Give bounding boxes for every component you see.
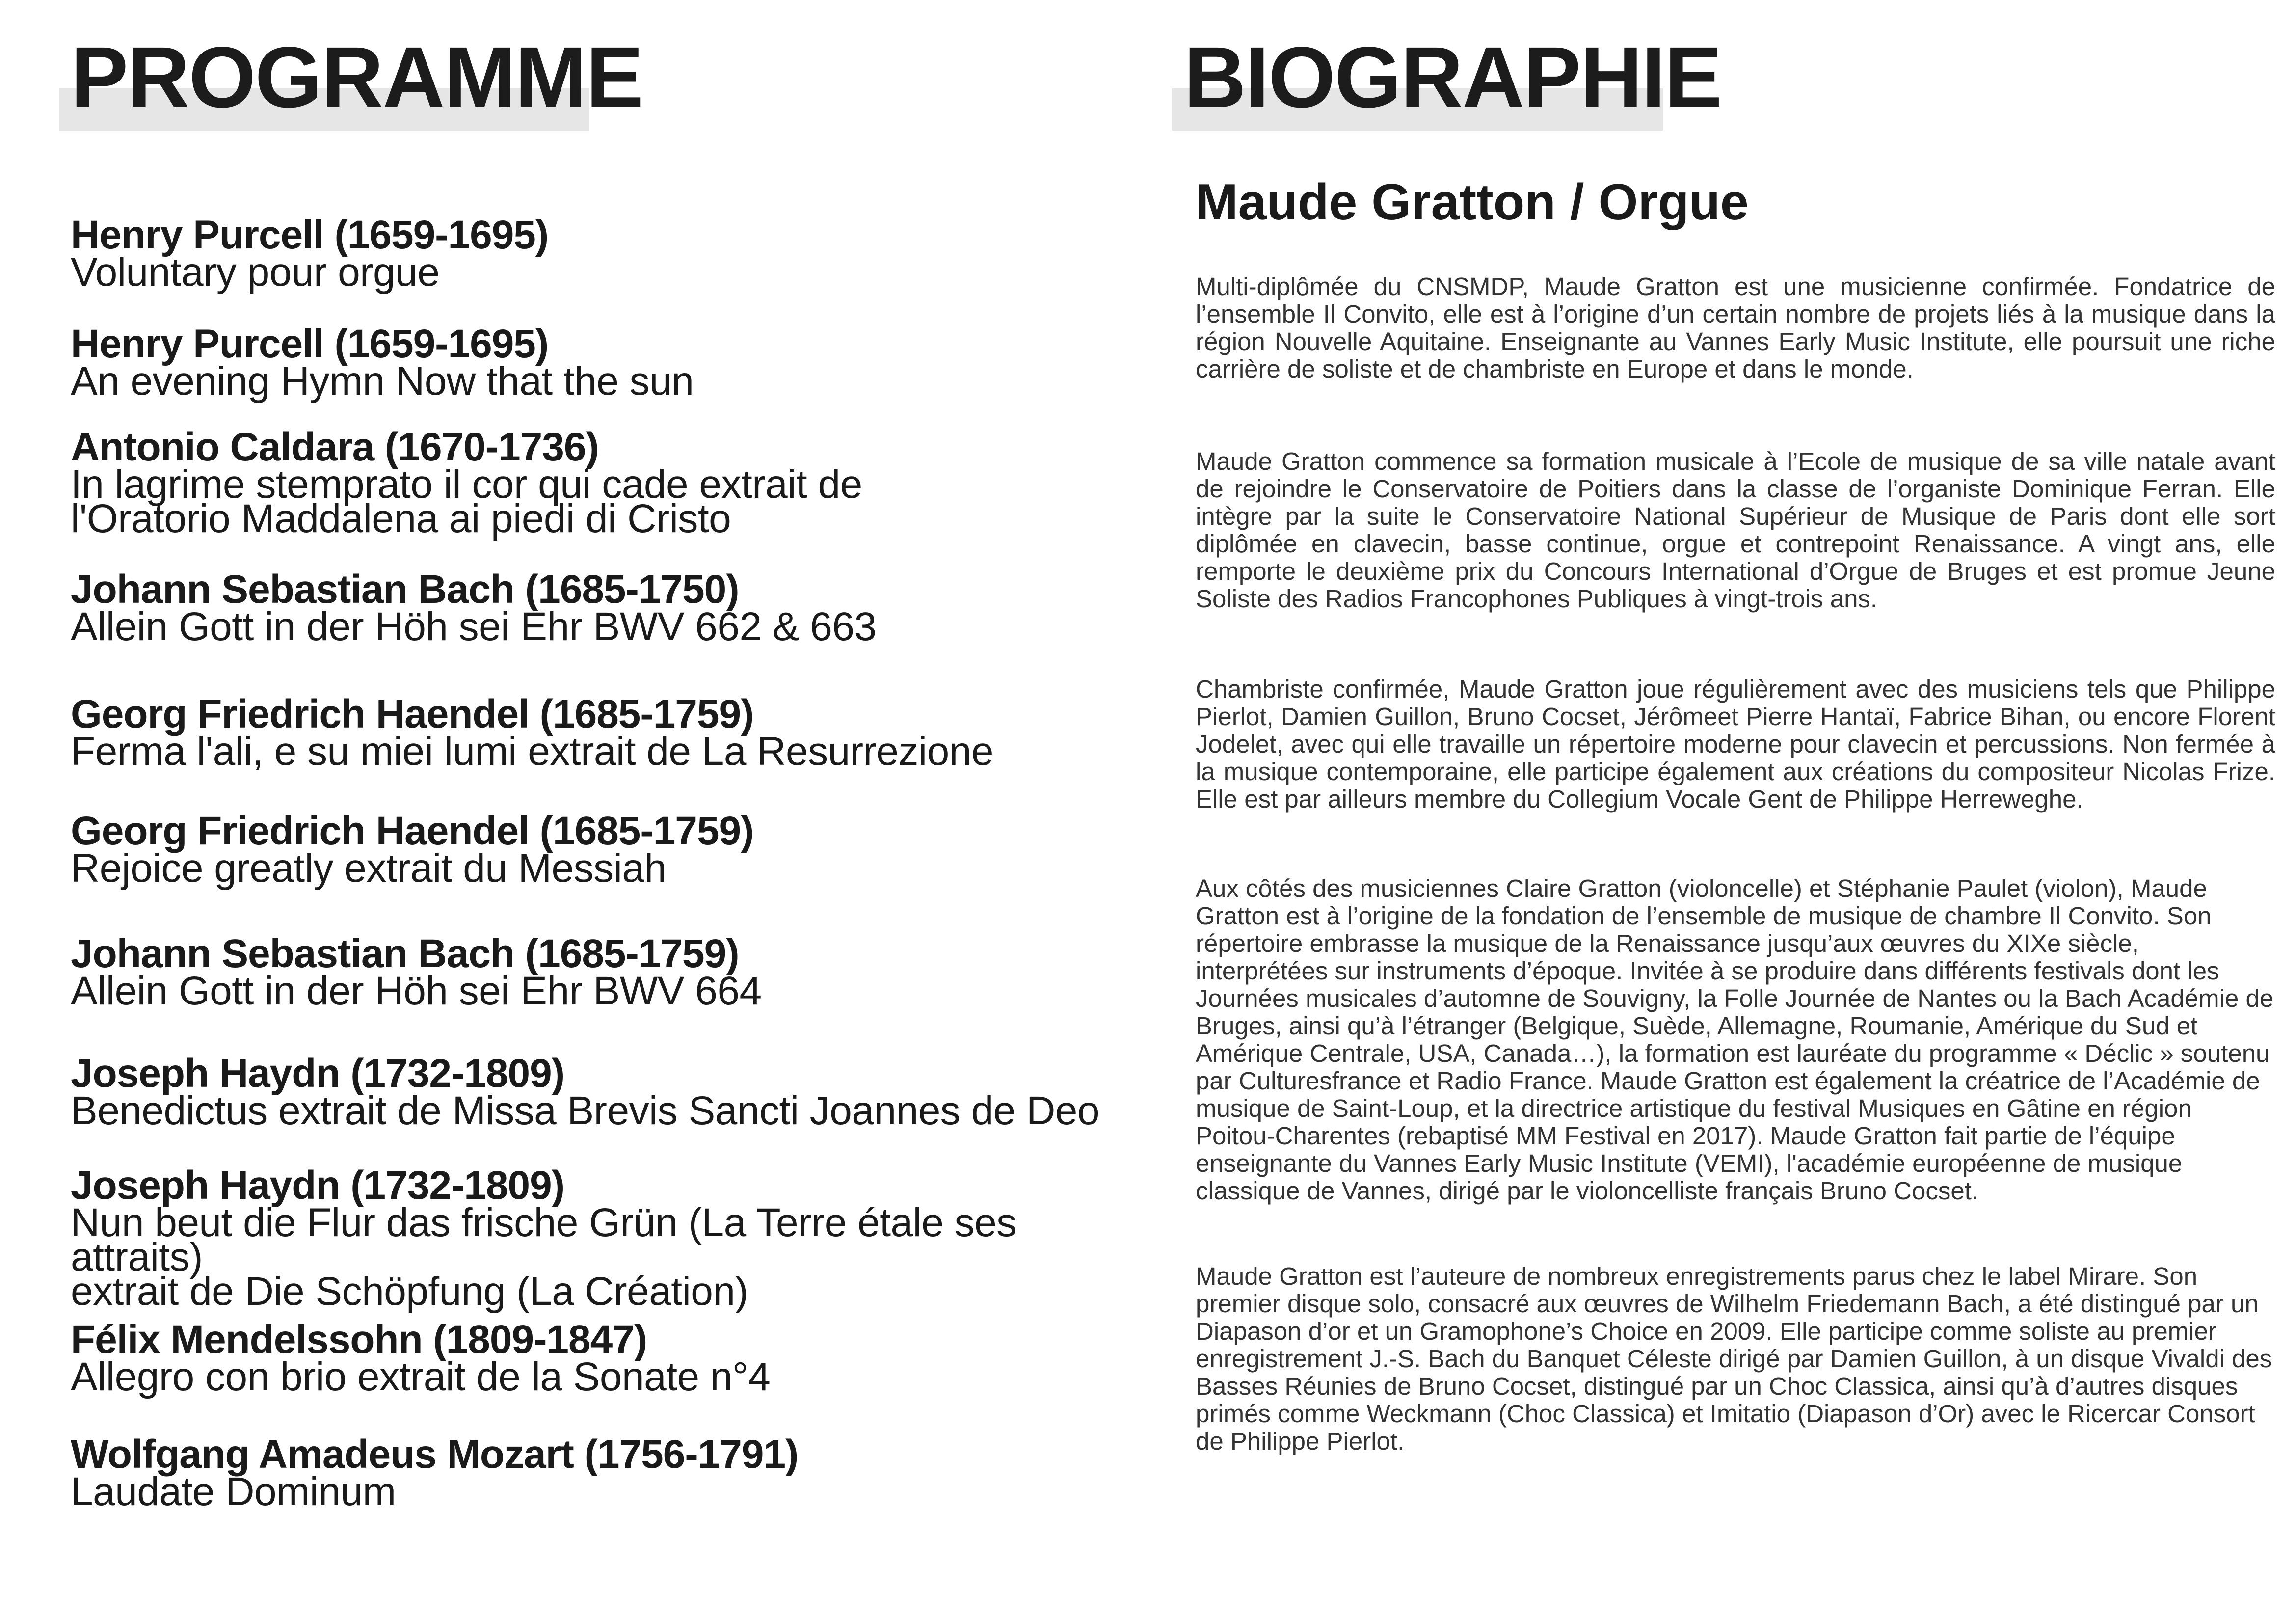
programme-item bbox=[71, 1051, 1150, 1133]
programme-item bbox=[71, 1432, 1150, 1514]
composer-name: Félix Mendelssohn (1809-1847) bbox=[71, 1317, 647, 1362]
programme-item bbox=[71, 322, 1150, 404]
composer-name: Johann Sebastian Bach (1685-1759) bbox=[71, 931, 739, 976]
work-title: Nun beut die Flur das frische Grün (La Terre étale ses attraits) extrait de Die Schöpfung (La Création) bbox=[71, 1200, 1016, 1314]
artist-name-title: Maude Gratton / Orgue bbox=[1196, 174, 1749, 231]
bio-paragraph: Aux côtés des musiciennes Claire Gratton (violoncelle) et Stéphanie Paulet (violon), Maude Gratton est à l’origine de la fondation de l’ensemble de musique de chambre Il Convito. Son répertoire embrasse la musique de la Renaissance jusqu’aux œuvres du XIXe siècle, interprétées sur instruments d’époque. Invitée à se produire dans différents festivals dont les Journées musicales d’automne de Souvigny, la Folle Journée de Nantes ou la Bach Académie de Bruges, ainsi qu’à l’étranger (Belgique, Suède, Allemagne, Roumanie, Amérique du Sud et Amérique Centrale, USA, Canada…), la formation est lauréate du programme « Déclic » soutenu par Culturesfrance et Radio France. Maude Gratton est également la créatrice de l’Académie de musique de Saint-Loup, et la directrice artistique du festival Musiques en Gâtine en région Poitou-Charentes (rebaptisé MM Festival en 2017). Maude Gratton fait partie de l’équipe enseignante du Vannes Early Music Institute (VEMI), l'académie européenne de musique classique de Vannes, dirigé par le violoncelliste français Bruno Cocset. bbox=[1196, 874, 2274, 1205]
composer-name: Joseph Haydn (1732-1809) bbox=[71, 1051, 565, 1096]
programme-item bbox=[71, 213, 1150, 295]
work-title: Rejoice greatly extrait du Messiah bbox=[71, 846, 667, 891]
work-title: Laudate Dominum bbox=[71, 1469, 396, 1514]
composer-name: Antonio Caldara (1670-1736) bbox=[71, 425, 599, 469]
programme-item bbox=[71, 567, 1150, 649]
composer-name: Johann Sebastian Bach (1685-1750) bbox=[71, 567, 739, 612]
bio-paragraph: Maude Gratton commence sa formation musicale à l’Ecole de musique de sa ville natale avant de rejoindre le Conservatoire de Poitiers dans la classe de l’organiste Dominique Ferran. Elle intègre par la suite le Conservatoire National Supérieur de Musique de Paris dont elle sort diplômée en clavecin, basse continue, orgue et contrepoint Renaissance. A vingt ans, elle remporte le deuxième prix du Concours International d’Orgue de Bruges et est promue Jeune Soliste des Radios Francophones Publiques à vingt-trois ans. bbox=[1196, 447, 2275, 613]
biographie-heading: BIOGRAPHIE bbox=[1184, 29, 1721, 126]
programme-heading-block bbox=[71, 29, 643, 126]
composer-name: Georg Friedrich Haendel (1685-1759) bbox=[71, 692, 754, 736]
composer-name: Wolfgang Amadeus Mozart (1756-1791) bbox=[71, 1432, 799, 1477]
programme-item bbox=[71, 692, 1150, 774]
work-title: An evening Hymn Now that the sun bbox=[71, 359, 694, 404]
composer-name: Henry Purcell (1659-1695) bbox=[71, 213, 549, 257]
work-title: Allein Gott in der Höh sei Ehr BWV 662 & 663 bbox=[71, 604, 877, 649]
work-title: Allegro con brio extrait de la Sonate n°4 bbox=[71, 1354, 771, 1399]
programme-item bbox=[71, 809, 1150, 891]
composer-name: Joseph Haydn (1732-1809) bbox=[71, 1163, 565, 1208]
programme-item bbox=[71, 1317, 1150, 1399]
programme-item bbox=[71, 425, 1150, 541]
work-title: Voluntary pour orgue bbox=[71, 250, 440, 295]
bio-paragraph: Multi-diplômée du CNSMDP, Maude Gratton est une musicienne confirmée. Fondatrice de l’ensemble Il Convito, elle est à l’origine d’un certain nombre de projets liés à la musique dans la région Nouvelle Aquitaine. Enseignante au Vannes Early Music Institute, elle poursuit une riche carrière de soliste et de chambriste en Europe et dans le monde. bbox=[1196, 272, 2275, 383]
work-title: Allein Gott in der Höh sei Ehr BWV 664 bbox=[71, 969, 762, 1013]
programme-item bbox=[71, 931, 1150, 1013]
programme-item bbox=[71, 1163, 1150, 1314]
biographie-heading-block bbox=[1184, 29, 1721, 126]
bio-paragraph: Maude Gratton est l’auteure de nombreux enregistrements parus chez le label Mirare. Son premier disque solo, consacré aux œuvres de Wilhelm Friedemann Bach, a été distingué par un Diapason d’or et un Gramophone’s Choice en 2009. Elle participe comme soliste au premier enregistrement J.-S. Bach du Banquet Céleste dirigé par Damien Guillon, à un disque Vivaldi des Basses Réunies de Bruno Cocset, distingué par un Choc Classica, ainsi qu’à d’autres disques primés comme Weckmann (Choc Classica) et Imitatio (Diapason d’Or) avec le Ricercar Consort de Philippe Pierlot. bbox=[1196, 1262, 2272, 1455]
work-title: Benedictus extrait de Missa Brevis Sancti Joannes de Deo bbox=[71, 1088, 1099, 1133]
work-title: Ferma l'ali, e su miei lumi extrait de La Resurrezione bbox=[71, 729, 993, 774]
composer-name: Henry Purcell (1659-1695) bbox=[71, 322, 549, 366]
composer-name: Georg Friedrich Haendel (1685-1759) bbox=[71, 809, 754, 853]
programme-heading: PROGRAMME bbox=[71, 29, 643, 126]
work-title: In lagrime stemprato il cor qui cade extrait de l'Oratorio Maddalena ai piedi di Cristo bbox=[71, 462, 862, 541]
bio-paragraph: Chambriste confirmée, Maude Gratton joue régulièrement avec des musiciens tels que Philippe Pierlot, Damien Guillon, Bruno Cocset, Jérômeet Pierre Hantaï, Fabrice Bihan, ou encore Florent Jodelet, avec qui elle travaille un répertoire moderne pour clavecin et percussions. Non fermée à la musique contemporaine, elle participe également aux créations du compositeur Nicolas Frize. Elle est par ailleurs membre du Collegium Vocale Gent de Philippe Herreweghe. bbox=[1196, 675, 2275, 813]
